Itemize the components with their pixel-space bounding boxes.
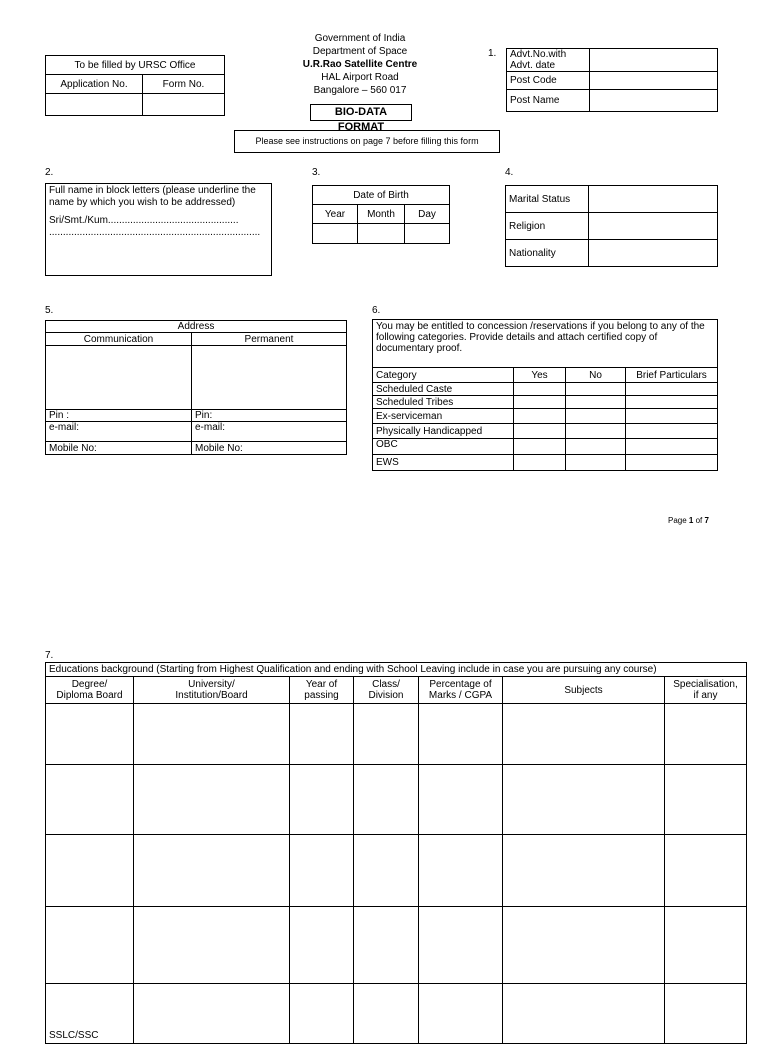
education-cell[interactable] <box>665 704 747 765</box>
sc-particulars-field[interactable] <box>626 383 718 396</box>
st-yes-field[interactable] <box>514 396 566 409</box>
communication-address-field[interactable] <box>46 346 192 410</box>
category-sc: Scheduled Caste <box>373 383 514 396</box>
mobile-permanent[interactable]: Mobile No: <box>192 442 347 455</box>
sc-no-field[interactable] <box>566 383 626 396</box>
dob-year-field[interactable] <box>313 224 358 244</box>
education-cell[interactable] <box>419 907 503 984</box>
obc-no-field[interactable] <box>566 439 626 455</box>
education-cell[interactable] <box>46 704 134 765</box>
percentage-header-line2: Marks / CGPA <box>428 690 493 701</box>
ph-no-field[interactable] <box>566 424 626 439</box>
category-ex-serviceman: Ex-serviceman <box>373 409 514 424</box>
percentage-header <box>419 677 503 704</box>
sc-yes-field[interactable] <box>514 383 566 396</box>
education-cell[interactable] <box>665 907 747 984</box>
education-cell[interactable] <box>134 907 290 984</box>
education-cell[interactable] <box>134 835 290 907</box>
advt-no-field[interactable] <box>590 49 718 72</box>
section-7-number: 7. <box>45 650 54 661</box>
specialisation-header <box>665 677 747 704</box>
dob-table <box>312 185 450 244</box>
section-2-number: 2. <box>45 167 54 178</box>
bio-data-format-title: BIO-DATA FORMAT <box>310 104 412 121</box>
advt-table <box>506 48 718 112</box>
education-cell[interactable] <box>354 765 419 835</box>
education-row-sslc <box>46 984 747 1044</box>
religion-field[interactable] <box>589 213 718 240</box>
email-permanent[interactable]: e-mail: <box>192 422 347 442</box>
education-cell[interactable] <box>503 907 665 984</box>
category-st: Scheduled Tribes <box>373 396 514 409</box>
page-current: 1 <box>688 516 694 525</box>
nationality-field[interactable] <box>589 240 718 267</box>
marital-status-field[interactable] <box>589 186 718 213</box>
obc-yes-field[interactable] <box>514 439 566 455</box>
no-header: No <box>566 368 626 383</box>
sslc-label: SSLC/SSC <box>46 984 134 1044</box>
year-header-line1: Year of <box>305 679 338 690</box>
education-row <box>46 907 747 984</box>
education-cell[interactable] <box>503 704 665 765</box>
office-title: To be filled by URSC Office <box>46 56 225 75</box>
dob-month-field[interactable] <box>358 224 405 244</box>
section-5-number: 5. <box>45 305 54 316</box>
section-6-number: 6. <box>372 305 381 316</box>
nationality-label: Nationality <box>506 240 589 267</box>
education-cell[interactable] <box>290 907 354 984</box>
education-cell[interactable] <box>354 907 419 984</box>
application-no-label: Application No. <box>46 75 143 94</box>
education-cell[interactable] <box>419 765 503 835</box>
education-cell[interactable] <box>665 835 747 907</box>
reservation-intro: You may be entitled to concession /reservations if you belong to any of the following categories. Provide details and attach certified copy of documentary proof. <box>373 320 718 368</box>
post-code-label: Post Code <box>507 72 590 90</box>
education-cell[interactable] <box>46 835 134 907</box>
permanent-address-field[interactable] <box>192 346 347 410</box>
marital-status-label: Marital Status <box>506 186 589 213</box>
reservation-table <box>372 319 718 471</box>
class-header-line1: Class/ <box>372 679 400 690</box>
section-1-number: 1. <box>488 48 497 59</box>
ph-particulars-field[interactable] <box>626 424 718 439</box>
header-block <box>280 32 440 97</box>
name-dotted-line: ............................................................................ <box>49 227 261 238</box>
obc-particulars-field[interactable] <box>626 439 718 455</box>
personal-status-table <box>505 185 718 267</box>
email-communication[interactable]: e-mail: <box>46 422 192 442</box>
religion-label: Religion <box>506 213 589 240</box>
degree-header-line2: Diploma Board <box>56 690 123 701</box>
pin-communication[interactable]: Pin : <box>46 410 192 422</box>
university-header-line1: University/ <box>188 679 235 690</box>
education-row <box>46 765 747 835</box>
education-cell[interactable] <box>354 704 419 765</box>
st-no-field[interactable] <box>566 396 626 409</box>
education-cell[interactable] <box>354 984 419 1044</box>
office-table <box>45 55 225 116</box>
degree-header <box>46 677 134 704</box>
ews-no-field[interactable] <box>566 455 626 471</box>
instructions-note: Please see instructions on page 7 before filling this form <box>234 130 500 153</box>
communication-header: Communication <box>46 333 192 346</box>
year-header-line2: passing <box>304 690 339 701</box>
dob-day-field[interactable] <box>405 224 450 244</box>
percentage-header-line1: Percentage of <box>429 679 492 690</box>
subjects-header: Subjects <box>503 677 665 704</box>
ph-yes-field[interactable] <box>514 424 566 439</box>
education-cell[interactable] <box>290 765 354 835</box>
address-title: Address <box>46 321 347 333</box>
page-number <box>668 516 709 525</box>
education-cell[interactable] <box>503 984 665 1044</box>
university-header-line2: Institution/Board <box>175 690 248 701</box>
education-cell[interactable] <box>290 704 354 765</box>
post-name-field[interactable] <box>590 90 718 112</box>
ews-particulars-field[interactable] <box>626 455 718 471</box>
education-cell[interactable] <box>46 907 134 984</box>
header-line-department: Department of Space <box>312 46 408 57</box>
category-ews: EWS <box>373 455 514 471</box>
header-line-centre: U.R.Rao Satellite Centre <box>302 59 418 70</box>
salutation-line: Sri/Smt./Kum............................................... <box>49 215 239 226</box>
dob-title: Date of Birth <box>313 186 450 205</box>
exs-particulars-field[interactable] <box>626 409 718 424</box>
header-line-city: Bangalore – 560 017 <box>313 85 407 96</box>
post-name-label: Post Name <box>507 90 590 112</box>
post-code-field[interactable] <box>590 72 718 90</box>
education-cell[interactable] <box>290 835 354 907</box>
permanent-header: Permanent <box>192 333 347 346</box>
exs-yes-field[interactable] <box>514 409 566 424</box>
dob-month-label: Month <box>358 205 405 224</box>
education-cell[interactable] <box>665 765 747 835</box>
st-particulars-field[interactable] <box>626 396 718 409</box>
header-line-government: Government of India <box>314 33 406 44</box>
form-no-field[interactable] <box>143 94 225 116</box>
class-header <box>354 677 419 704</box>
page-total: 7 <box>704 516 709 525</box>
education-title: Educations background (Starting from Highest Qualification and ending with School Leaving include in case you are pursuing any course) <box>46 663 747 677</box>
education-cell[interactable] <box>419 704 503 765</box>
page-of: of <box>695 516 703 525</box>
class-header-line2: Division <box>368 690 404 701</box>
specialisation-header-line1: Specialisation, <box>673 679 738 690</box>
education-cell[interactable] <box>134 984 290 1044</box>
full-name-box[interactable] <box>45 183 272 276</box>
pin-permanent[interactable]: Pin: <box>192 410 347 422</box>
university-header <box>134 677 290 704</box>
dob-day-label: Day <box>405 205 450 224</box>
education-cell[interactable] <box>419 835 503 907</box>
form-no-label: Form No. <box>143 75 225 94</box>
degree-header-line1: Degree/ <box>71 679 108 690</box>
education-cell[interactable] <box>503 835 665 907</box>
education-cell[interactable] <box>665 984 747 1044</box>
year-header <box>290 677 354 704</box>
education-table <box>45 662 747 1044</box>
application-no-field[interactable] <box>46 94 143 116</box>
specialisation-header-line2: if any <box>693 690 718 701</box>
category-ph: Physically Handicapped <box>373 424 514 439</box>
education-row <box>46 835 747 907</box>
exs-no-field[interactable] <box>566 409 626 424</box>
education-row <box>46 704 747 765</box>
header-line-road: HAL Airport Road <box>321 72 399 83</box>
education-cell[interactable] <box>134 704 290 765</box>
address-table <box>45 320 347 455</box>
dob-year-label: Year <box>313 205 358 224</box>
yes-header: Yes <box>514 368 566 383</box>
advt-no-label: Advt.No.with Advt. date <box>507 49 590 72</box>
education-cell[interactable] <box>290 984 354 1044</box>
education-cell[interactable] <box>503 765 665 835</box>
mobile-communication[interactable]: Mobile No: <box>46 442 192 455</box>
full-name-instruction: Full name in block letters (please underline the name by which you wish to be addressed) <box>49 185 256 208</box>
education-cell[interactable] <box>134 765 290 835</box>
education-cell[interactable] <box>419 984 503 1044</box>
category-obc: OBC <box>373 439 514 455</box>
education-cell[interactable] <box>46 765 134 835</box>
section-4-number: 4. <box>505 167 514 178</box>
section-3-number: 3. <box>312 167 321 178</box>
category-header: Category <box>373 368 514 383</box>
ews-yes-field[interactable] <box>514 455 566 471</box>
particulars-header: Brief Particulars <box>626 368 718 383</box>
education-cell[interactable] <box>354 835 419 907</box>
page-prefix: Page <box>668 516 687 525</box>
